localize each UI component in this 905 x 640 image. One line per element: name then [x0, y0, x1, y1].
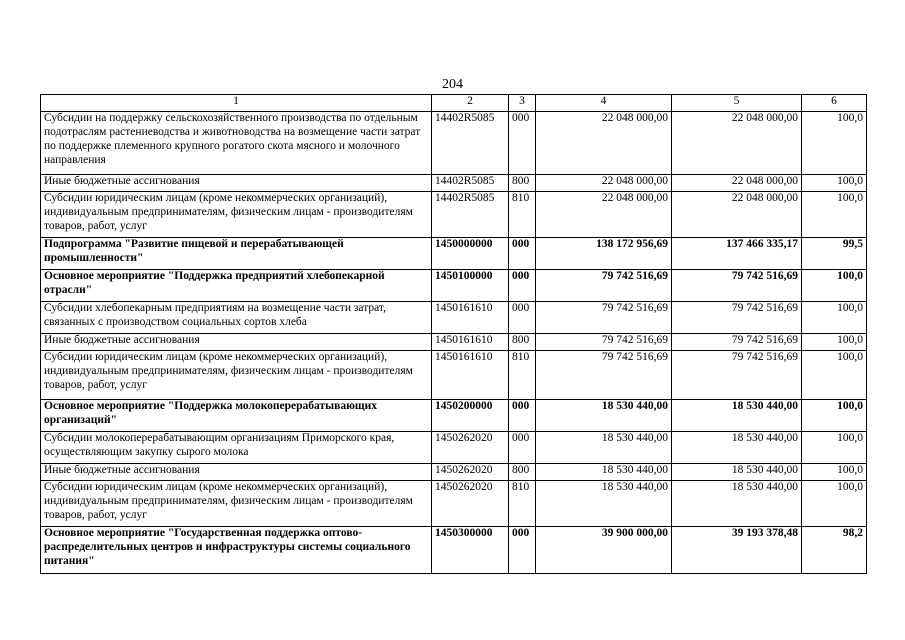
header-col-6: 6	[802, 95, 867, 112]
row-percent-cell: 99,5	[802, 238, 867, 270]
row-expense-type-cell: 000	[509, 270, 536, 302]
row-executed-amount-cell: 18 530 440,00	[672, 464, 802, 481]
row-name-cell: Основное мероприятие "Поддержка предприятий хлебопекарной отрасли"	[41, 270, 432, 302]
table-row	[41, 464, 867, 481]
row-csr-code-cell: 1450100000	[432, 270, 509, 302]
row-expense-type-cell: 000	[509, 238, 536, 270]
row-planned-amount-cell: 39 900 000,00	[536, 527, 672, 574]
row-percent-cell: 98,2	[802, 527, 867, 574]
row-executed-amount-cell: 137 466 335,17	[672, 238, 802, 270]
row-planned-amount-cell: 18 530 440,00	[536, 464, 672, 481]
row-expense-type-cell: 810	[509, 481, 536, 527]
budget-table	[40, 94, 867, 574]
row-csr-code-cell: 1450200000	[432, 400, 509, 432]
row-expense-type-cell: 000	[509, 400, 536, 432]
row-expense-type-cell: 000	[509, 527, 536, 574]
row-planned-amount-cell: 79 742 516,69	[536, 334, 672, 351]
row-executed-amount-cell: 18 530 440,00	[672, 400, 802, 432]
row-csr-code-cell: 1450161610	[432, 302, 509, 334]
row-executed-amount-cell: 79 742 516,69	[672, 334, 802, 351]
row-csr-code-cell: 1450262020	[432, 464, 509, 481]
row-expense-type-cell: 800	[509, 334, 536, 351]
row-planned-amount-cell: 79 742 516,69	[536, 351, 672, 400]
row-csr-code-cell: 14402R5085	[432, 175, 509, 192]
row-executed-amount-cell: 79 742 516,69	[672, 302, 802, 334]
header-col-3: 3	[509, 95, 536, 112]
row-name-cell: Субсидии хлебопекарным предприятиям на возмещение части затрат, связанных с производством социальных сортов хлеба	[41, 302, 432, 334]
table-header-row	[41, 95, 867, 112]
row-planned-amount-cell: 22 048 000,00	[536, 175, 672, 192]
row-percent-cell: 100,0	[802, 334, 867, 351]
table-row	[41, 481, 867, 527]
table-row	[41, 192, 867, 238]
row-percent-cell: 100,0	[802, 432, 867, 464]
table-row	[41, 112, 867, 175]
row-csr-code-cell: 1450161610	[432, 351, 509, 400]
header-col-5: 5	[672, 95, 802, 112]
row-expense-type-cell: 000	[509, 432, 536, 464]
row-percent-cell: 100,0	[802, 464, 867, 481]
row-name-cell: Иные бюджетные ассигнования	[41, 175, 432, 192]
table-row	[41, 527, 867, 574]
row-name-cell: Основное мероприятие "Поддержка молокоперерабатывающих организаций"	[41, 400, 432, 432]
row-executed-amount-cell: 79 742 516,69	[672, 351, 802, 400]
row-csr-code-cell: 14402R5085	[432, 192, 509, 238]
row-percent-cell: 100,0	[802, 302, 867, 334]
row-name-cell: Субсидии юридическим лицам (кроме некоммерческих организаций), индивидуальным предпринимателям, физическим лицам - производителям товаров, работ, услуг	[41, 481, 432, 527]
row-percent-cell: 100,0	[802, 481, 867, 527]
row-percent-cell: 100,0	[802, 270, 867, 302]
table-row	[41, 238, 867, 270]
table-row	[41, 334, 867, 351]
row-csr-code-cell: 1450262020	[432, 481, 509, 527]
row-csr-code-cell: 14402R5085	[432, 112, 509, 175]
row-planned-amount-cell: 18 530 440,00	[536, 481, 672, 527]
row-expense-type-cell: 810	[509, 192, 536, 238]
row-name-cell: Субсидии на поддержку сельскохозяйственного производства по отдельным подотраслям растениеводства и животноводства на возмещение части затрат по поддержке племенного крупного рогатого скота мясного и молочного направления	[41, 112, 432, 175]
table-row	[41, 175, 867, 192]
row-csr-code-cell: 1450161610	[432, 334, 509, 351]
row-executed-amount-cell: 18 530 440,00	[672, 432, 802, 464]
row-expense-type-cell: 000	[509, 112, 536, 175]
row-executed-amount-cell: 39 193 378,48	[672, 527, 802, 574]
row-csr-code-cell: 1450262020	[432, 432, 509, 464]
row-planned-amount-cell: 79 742 516,69	[536, 302, 672, 334]
row-expense-type-cell: 800	[509, 464, 536, 481]
header-col-4: 4	[536, 95, 672, 112]
page-number: 204	[442, 77, 463, 92]
table-row	[41, 432, 867, 464]
row-name-cell: Субсидии юридическим лицам (кроме некоммерческих организаций), индивидуальным предпринимателям, физическим лицам - производителям товаров, работ, услуг	[41, 351, 432, 400]
row-name-cell: Основное мероприятие "Государственная поддержка оптово-распределительных центров и инфраструктуры системы социального питания"	[41, 527, 432, 574]
table-row	[41, 400, 867, 432]
row-planned-amount-cell: 18 530 440,00	[536, 432, 672, 464]
header-col-1: 1	[41, 95, 432, 112]
table-row	[41, 270, 867, 302]
row-planned-amount-cell: 79 742 516,69	[536, 270, 672, 302]
row-csr-code-cell: 1450000000	[432, 238, 509, 270]
row-name-cell: Субсидии юридическим лицам (кроме некоммерческих организаций), индивидуальным предпринимателям, физическим лицам - производителям товаров, работ, услуг	[41, 192, 432, 238]
row-percent-cell: 100,0	[802, 351, 867, 400]
row-name-cell: Иные бюджетные ассигнования	[41, 464, 432, 481]
row-csr-code-cell: 1450300000	[432, 527, 509, 574]
row-executed-amount-cell: 18 530 440,00	[672, 481, 802, 527]
row-executed-amount-cell: 22 048 000,00	[672, 175, 802, 192]
row-percent-cell: 100,0	[802, 175, 867, 192]
row-percent-cell: 100,0	[802, 400, 867, 432]
row-expense-type-cell: 810	[509, 351, 536, 400]
row-expense-type-cell: 800	[509, 175, 536, 192]
row-planned-amount-cell: 22 048 000,00	[536, 192, 672, 238]
table-row	[41, 302, 867, 334]
row-planned-amount-cell: 18 530 440,00	[536, 400, 672, 432]
row-executed-amount-cell: 79 742 516,69	[672, 270, 802, 302]
row-expense-type-cell: 000	[509, 302, 536, 334]
row-name-cell: Иные бюджетные ассигнования	[41, 334, 432, 351]
header-col-2: 2	[432, 95, 509, 112]
table-row	[41, 351, 867, 400]
row-percent-cell: 100,0	[802, 112, 867, 175]
row-name-cell: Субсидии молокоперерабатывающим организациям Приморского края, осуществляющим закупку сырого молока	[41, 432, 432, 464]
row-executed-amount-cell: 22 048 000,00	[672, 192, 802, 238]
row-executed-amount-cell: 22 048 000,00	[672, 112, 802, 175]
row-name-cell: Подпрограмма "Развитие пищевой и перерабатывающей промышленности"	[41, 238, 432, 270]
row-planned-amount-cell: 22 048 000,00	[536, 112, 672, 175]
row-percent-cell: 100,0	[802, 192, 867, 238]
row-planned-amount-cell: 138 172 956,69	[536, 238, 672, 270]
